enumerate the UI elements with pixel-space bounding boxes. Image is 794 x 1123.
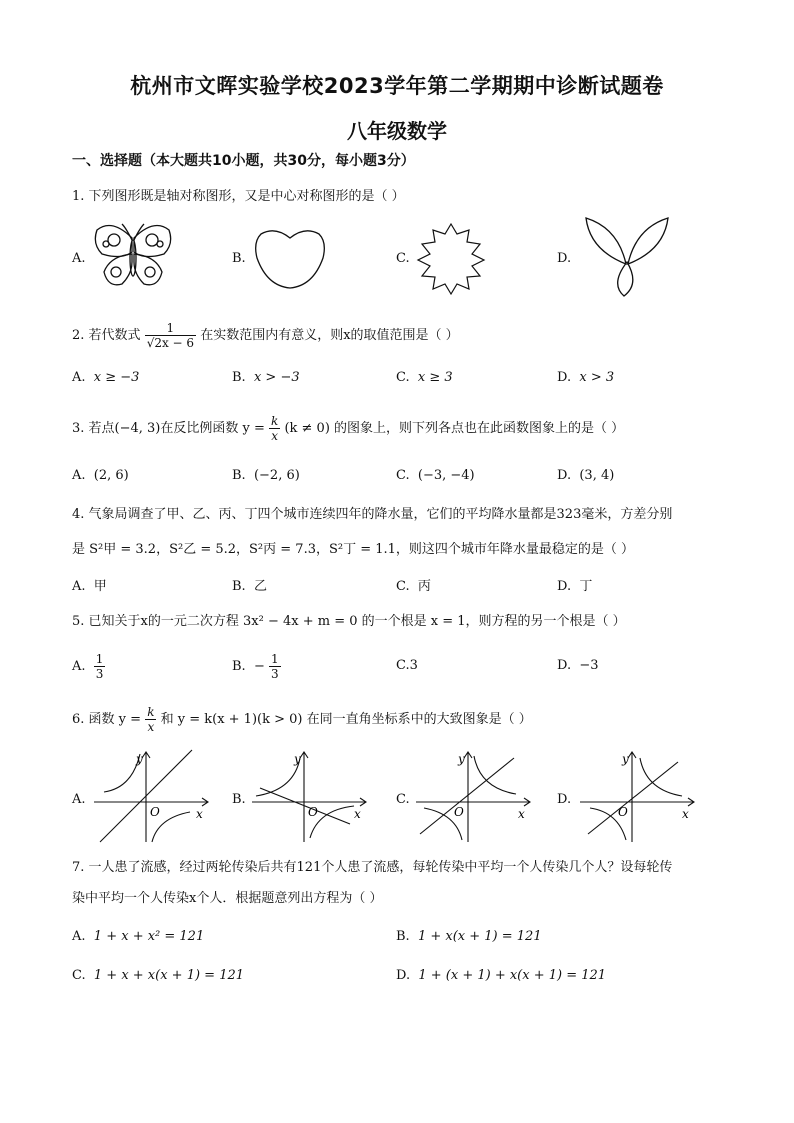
q4-option-c: C. 丙 <box>396 579 431 594</box>
axis-x-label: x <box>682 807 689 821</box>
q7-option-a: A. 1 + x + x² = 121 <box>72 929 205 944</box>
q1-option-d-label: D. <box>557 251 572 266</box>
q3-option-d: D. (3, 4) <box>557 468 615 483</box>
q5-option-a: A. $\frac{1}{3}$ <box>72 652 104 681</box>
q6-graph-b <box>250 748 370 844</box>
q2-option-d: D. x > 3 <box>557 370 615 385</box>
q5-a-fraction: $\frac{1}{3}$ <box>95 652 104 681</box>
exam-subtitle: 八年级数学 <box>347 119 447 143</box>
snowflake-figure <box>414 222 488 296</box>
question-4-stem-line2: 是 S²甲 = 3.2，S²乙 = 5.2，S²丙 = 7.3，S²丁 = 1.1，则这四个城市年降水量最稳定的是（ ） <box>72 542 635 557</box>
q3-option-b: B. (−2, 6) <box>232 468 300 483</box>
question-2-stem: 2. 若代数式 $\frac{1}{√2x - 6}$ 在实数范围内有意义，则x的取值范围是（ ） <box>72 321 459 350</box>
question-1-stem: 1. 下列图形既是轴对称图形，又是中心对称图形的是（ ） <box>72 189 405 204</box>
q3-fraction: $\frac{k}{x}$ <box>271 414 279 443</box>
q5-option-d: D. −3 <box>557 658 599 673</box>
q6-option-c-label: C. <box>396 792 410 807</box>
section-heading: 一、选择题（本大题共10小题，共30分，每小题3分） <box>72 153 415 169</box>
axis-x-label: x <box>354 807 361 821</box>
q2-fraction: $\frac{1}{√2x - 6}$ <box>146 321 195 350</box>
origin-label: O <box>150 805 160 819</box>
q3-option-a: A. (2, 6) <box>72 468 129 483</box>
q1-option-c-label: C. <box>396 251 410 266</box>
question-3-stem: 3. 若点(−4, 3)在反比例函数 y = $\frac{k}{x}$ (k ≠ 0) 的图象上，则下列各点也在此函数图象上的是（ ） <box>72 414 625 443</box>
q6-graph-c <box>414 748 534 844</box>
axis-y-label: y <box>136 752 143 766</box>
butterfly-figure <box>92 222 174 294</box>
q2-option-b: B. x > −3 <box>232 370 300 385</box>
q2-option-a: A. x ≥ −3 <box>72 370 140 385</box>
q6-option-a-label: A. <box>72 792 86 807</box>
q1-option-b-label: B. <box>232 251 246 266</box>
axis-y-label: y <box>294 752 301 766</box>
q6-option-b-label: B. <box>232 792 246 807</box>
question-7-stem-line1: 7. 一人患了流感，经过两轮传染后共有121个人患了流感，每轮传染中平均一个人传染几个人？设每轮传 <box>72 860 673 875</box>
q4-option-b: B. 乙 <box>232 579 267 594</box>
q7-option-b: B. 1 + x(x + 1) = 121 <box>396 929 542 944</box>
q5-option-b: B. − $\frac{1}{3}$ <box>232 652 279 681</box>
question-6-stem: 6. 函数 y = $\frac{k}{x}$ 和 y = k(x + 1)(k > 0) 在同一直角坐标系中的大致图象是（ ） <box>72 705 532 734</box>
axis-y-label: y <box>622 752 629 766</box>
q6-option-d-label: D. <box>557 792 572 807</box>
q7-option-c: C. 1 + x + x(x + 1) = 121 <box>72 968 245 983</box>
origin-label: O <box>454 805 464 819</box>
question-4-stem-line1: 4. 气象局调查了甲、乙、丙、丁四个城市连续四年的降水量，它们的平均降水量都是323毫米，方差分别 <box>72 507 673 522</box>
question-5-stem: 5. 已知关于x的一元二次方程 3x² − 4x + m = 0 的一个根是 x = 1，则方程的另一个根是（ ） <box>72 614 626 629</box>
origin-label: O <box>308 805 318 819</box>
origin-label: O <box>618 805 628 819</box>
axis-y-label: y <box>458 752 465 766</box>
q5-b-fraction: $\frac{1}{3}$ <box>271 652 279 681</box>
question-7-stem-line2: 染中平均一个人传染x个人．根据题意列出方程为（ ） <box>72 891 383 906</box>
axis-x-label: x <box>518 807 525 821</box>
q4-option-d: D. 丁 <box>557 579 593 594</box>
q6-graph-d <box>578 748 698 844</box>
q6-graph-a <box>92 748 212 844</box>
heart-figure <box>255 228 325 290</box>
q3-option-c: C. (−3, −4) <box>396 468 475 483</box>
q7-option-d: D. 1 + (x + 1) + x(x + 1) = 121 <box>396 968 607 983</box>
q2-option-c: C. x ≥ 3 <box>396 370 453 385</box>
q6-fraction: $\frac{k}{x}$ <box>147 705 155 734</box>
q4-option-a: A. 甲 <box>72 579 107 594</box>
axis-x-label: x <box>196 807 203 821</box>
exam-title: 杭州市文晖实验学校2023学年第二学期期中诊断试题卷 <box>130 74 664 98</box>
q5-option-c: C.3 <box>396 658 418 673</box>
three-petal-figure <box>582 214 672 298</box>
q1-option-a-label: A. <box>72 251 86 266</box>
